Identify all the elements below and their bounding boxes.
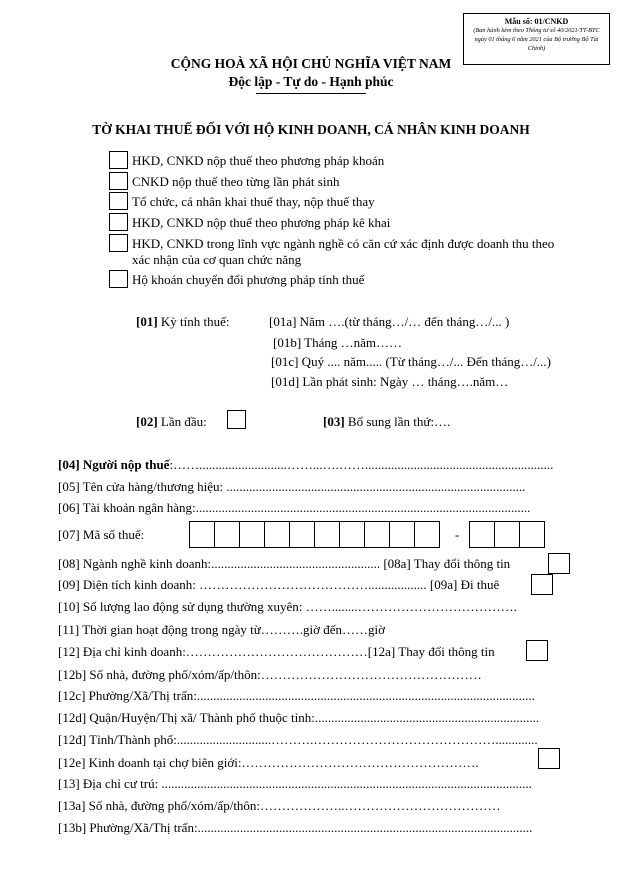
tax-code-digit[interactable] — [214, 521, 240, 548]
tax-code-branch-boxes[interactable] — [470, 521, 545, 548]
business-line-field[interactable]: [08] Ngành nghề kinh doanh:.................................................... [08a] Thay đổi thông tin — [58, 556, 511, 571]
rented-checkbox[interactable] — [531, 574, 553, 595]
motto: Độc lập - Tự do - Hạnh phúc — [228, 74, 394, 89]
option-label-ke-khai: HKD, CNKD nộp thuế theo phương pháp kê khai — [132, 215, 391, 230]
operating-hours-field[interactable]: [11] Thời gian hoạt động trong ngày từ……….giờ đến……giờ — [58, 622, 385, 637]
taxpayer-code: [04] — [58, 457, 80, 472]
period-code: [01] — [136, 314, 158, 329]
business-line-change-checkbox[interactable] — [548, 553, 570, 574]
country-name: CỘNG HOÀ XÃ HỘI CHỦ NGHĨA VIỆT NAM — [170, 56, 452, 71]
supplement-text: Bổ sung lần thứ:…. — [347, 414, 451, 429]
tax-code-digit[interactable] — [239, 521, 265, 548]
ward-field[interactable]: [12c] Phường/Xã/Thị trấn:........................................................................................................ — [58, 688, 535, 703]
tax-code-label: [07] Mã số thuế: — [58, 527, 145, 542]
option-label-khai-thay: Tổ chức, cá nhân khai thuế thay, nộp thuế thay — [132, 194, 375, 209]
taxpayer-field[interactable] — [58, 457, 553, 473]
period-quarter: [01c] Quý .... năm..... (Từ tháng…/... Đến tháng…/...) — [271, 354, 551, 369]
tax-code-dash: - — [455, 527, 460, 542]
option-checkbox-khoan[interactable] — [109, 151, 128, 169]
tax-code-digit[interactable] — [414, 521, 440, 548]
option-label-xac-nhan: HKD, CNKD trong lĩnh vực ngành nghề có căn cứ xác định được doanh thu theo — [132, 236, 555, 251]
tax-code-digit[interactable] — [519, 521, 545, 548]
period-label: Kỳ tính thuế: — [160, 314, 230, 329]
page-title: TỜ KHAI THUẾ ĐỐI VỚI HỘ KINH DOANH, CÁ NHÂN KINH DOANH — [92, 122, 530, 137]
option-checkbox-chuyen-doi[interactable] — [109, 270, 128, 288]
tax-code-digit[interactable] — [469, 521, 495, 548]
residence-address-field[interactable]: [13] Địa chỉ cư trú: .................................................................................................................. — [58, 776, 532, 791]
employees-field[interactable]: [10] Số lượng lao động sử dụng thường xuyên: ……........………………………………. — [58, 599, 517, 614]
border-market-checkbox[interactable] — [538, 748, 560, 769]
business-area-field[interactable]: [09] Diện tích kinh doanh: ………………………………….................. [09a] Đi thuê — [58, 577, 500, 592]
tax-code-digit[interactable] — [364, 521, 390, 548]
tax-code-digit[interactable] — [264, 521, 290, 548]
form-code: Mẫu số: 01/CNKD — [504, 17, 569, 26]
first-time-checkbox[interactable] — [227, 410, 246, 429]
option-label-chuyen-doi: Hộ khoán chuyển đổi phương pháp tính thuế — [132, 272, 365, 287]
first-time-code: [02] — [136, 414, 158, 429]
supplement-label — [323, 414, 450, 430]
tax-code-digit[interactable] — [339, 521, 365, 548]
tax-code-boxes[interactable] — [190, 521, 440, 548]
tax-code-digit[interactable] — [389, 521, 415, 548]
border-market-field[interactable]: [12e] Kinh doanh tại chợ biên giới:………………………………………………. — [58, 755, 479, 770]
business-address-field[interactable]: [12] Địa chỉ kinh doanh:……………………………………[12a] Thay đổi thông tin — [58, 644, 495, 659]
option-checkbox-xac-nhan[interactable] — [109, 234, 128, 252]
option-checkbox-khai-thay[interactable] — [109, 192, 128, 210]
period-occurrence: [01d] Lần phát sinh: Ngày … tháng….năm… — [271, 374, 509, 389]
bank-account-field[interactable]: [06] Tài khoản ngân hàng:....................................................................................................... — [58, 500, 531, 515]
option-checkbox-phat-sinh[interactable] — [109, 172, 128, 190]
street-field[interactable]: [12b] Số nhà, đường phố/xóm/ấp/thôn:…………………………………………… — [58, 667, 482, 682]
form-note: (Ban hành kèm theo Thông tư số 40/2021/TT-BTC ngày 01 tháng 6 năm 2021 của Bộ trưởng Bộ Tài Chính) — [473, 27, 600, 52]
period-month: [01b] Tháng …năm…… — [273, 335, 403, 350]
residence-ward-field[interactable]: [13b] Phường/Xã/Thị trấn:....................................................................................................... — [58, 820, 533, 835]
tax-code-digit[interactable] — [289, 521, 315, 548]
tax-code-digit[interactable] — [494, 521, 520, 548]
option-checkbox-ke-khai[interactable] — [109, 213, 128, 231]
taxpayer-dots: :……...........................……...….…….......................................................... — [169, 457, 554, 472]
tax-code-digit[interactable] — [189, 521, 215, 548]
option-label-xac-nhan-line2: xác nhận của cơ quan chức năng — [132, 252, 302, 267]
first-time-text: Lần đầu: — [160, 414, 207, 429]
address-change-checkbox[interactable] — [526, 640, 548, 661]
taxpayer-label: Người nộp thuế — [82, 457, 170, 472]
supplement-code: [03] — [323, 414, 345, 429]
period-year: [01a] Năm ….(từ tháng…/… đến tháng…/... ) — [269, 314, 510, 329]
option-label-khoan: HKD, CNKD nộp thuế theo phương pháp khoán — [132, 153, 385, 168]
first-time-label — [136, 414, 207, 430]
residence-street-field[interactable]: [13a] Số nhà, đường phố/xóm/ấp/thôn:………………..……………………………… — [58, 798, 501, 813]
header-underline — [256, 93, 366, 94]
tax-code-digit[interactable] — [314, 521, 340, 548]
option-label-phat-sinh: CNKD nộp thuế theo từng lần phát sinh — [132, 174, 340, 189]
province-field[interactable]: [12đ] Tỉnh/Thành phố:.............................……….……………………………………............. — [58, 732, 538, 747]
period-heading — [136, 314, 230, 330]
district-field[interactable]: [12d] Quận/Huyện/Thị xã/ Thành phố thuộc tỉnh:..................................................................... — [58, 710, 540, 725]
store-name-field[interactable]: [05] Tên cửa hàng/thương hiệu: ............................................................................................ — [58, 479, 526, 494]
